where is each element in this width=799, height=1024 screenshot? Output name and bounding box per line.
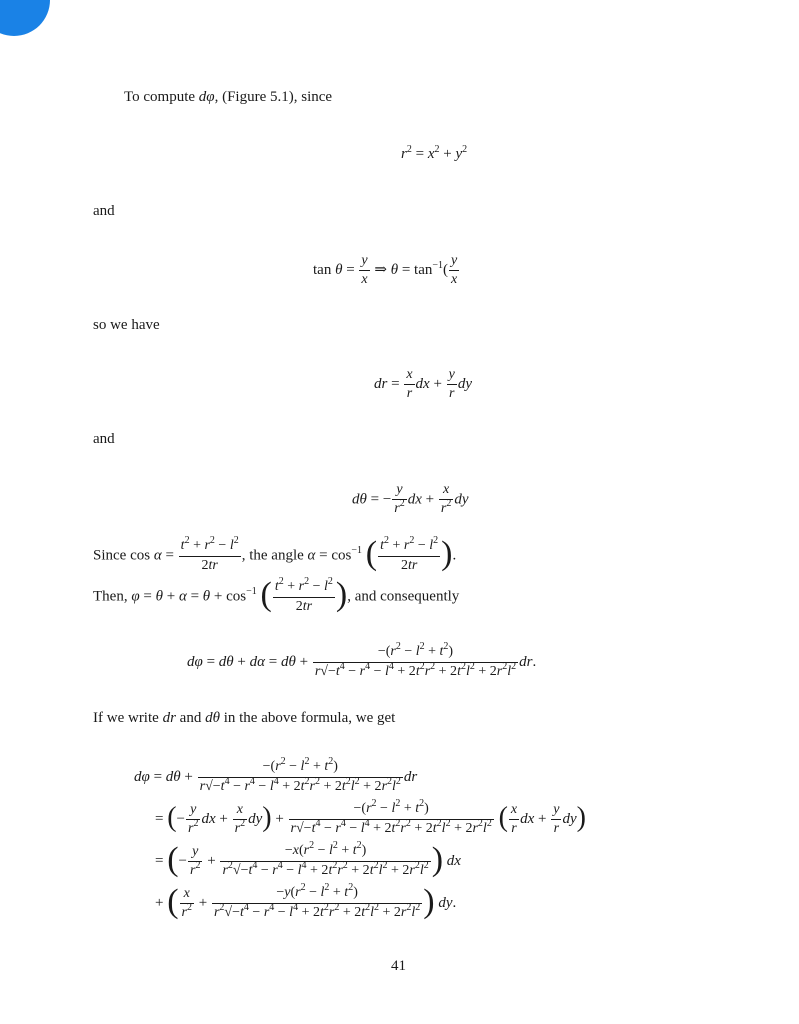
text-so-we-have: so we have: [93, 317, 160, 333]
sentence-since-cos-alpha: Since cos α = $\frac{t^2 + r^2 - l^2}{2tr}$ , the angle $\alpha = \cos^{-1}$ ( $\frac{t^2 + r^2 - l^2}{2tr}$ ).: [93, 535, 457, 573]
intro-sentence: To compute dφ, (Figure 5.1), since: [124, 89, 333, 105]
sentence-if-we-write: If we write dr and dθ in the above formula, we get: [93, 710, 396, 726]
text-and-1: and: [93, 203, 115, 219]
equation-dphi: dφ = dθ + dα = dθ + $\frac{-(r^2 - l^2 + t^2)}{r√-t^4 - r^4 - l^4 + 2t^2r^2 + 2t^2l^2 + 2r^2l^2}$ dr.: [187, 641, 537, 679]
derivation-line-1: dφ = dθ + $\frac{-(r^2 - l^2 + t^2)}{r√-t^4 - r^4 - l^4 + 2t^2r^2 + 2t^2l^2 + 2r^2l^2}$ dr: [134, 756, 418, 794]
derivation-line-3: = (− $\frac{y}{r^2}$ + $\frac{-x(r^2 - l^2 + t^2)}{r^2√-t^4 - r^4 - l^4 + 2t^2r^2 + 2t^2l^2 + 2r^2l^2}$ ) dx: [155, 840, 461, 878]
equation-theta: tan θ = $\frac{y}{x}$ ⇒ $\theta = \tan^{-1}$( $\frac{y}{x}$: [313, 253, 458, 287]
derivation-line-4: + ( $\frac{x}{r^2}$ + $\frac{-y(r^2 - l^2 + t^2)}{r^2√-t^4 - r^4 - l^4 + 2t^2r^2 + 2t^2l^2 + 2r^2l^2}$ ) dy.: [155, 882, 457, 920]
text-and-2: and: [93, 431, 115, 447]
derivation-line-2: = (− $\frac{y}{r^2}$ dx + $\frac{x}{r^2}$ dy) + $\frac{-(r^2 - l^2 + t^2)}{r√-t^4 - r^4 - l^4 + 2t^2r^2 + 2t^2l^2 + 2r^2l^2}$ ( $\frac{x}{r}$ dx + $\frac{y}{r}$ dy): [155, 798, 586, 836]
equation-dtheta: dθ = − $\frac{y}{r^2}$ dx + $\frac{x}{r^2}$ dy: [352, 482, 469, 516]
corner-bookmark-dot: [0, 0, 50, 36]
equation-dr: dr = $\frac{x}{r}$ dx + $\frac{y}{r}$ dy: [374, 367, 473, 401]
sentence-then-phi: Then, $\varphi = \theta + \alpha = \theta + \cos^{-1}$ ( $\frac{t^2 + r^2 - l^2}{2tr}$ ), and consequently: [93, 576, 460, 614]
page-number: 41: [391, 958, 406, 974]
equation-r-squared: $r^2 = x^2 + y^2$: [401, 144, 468, 162]
